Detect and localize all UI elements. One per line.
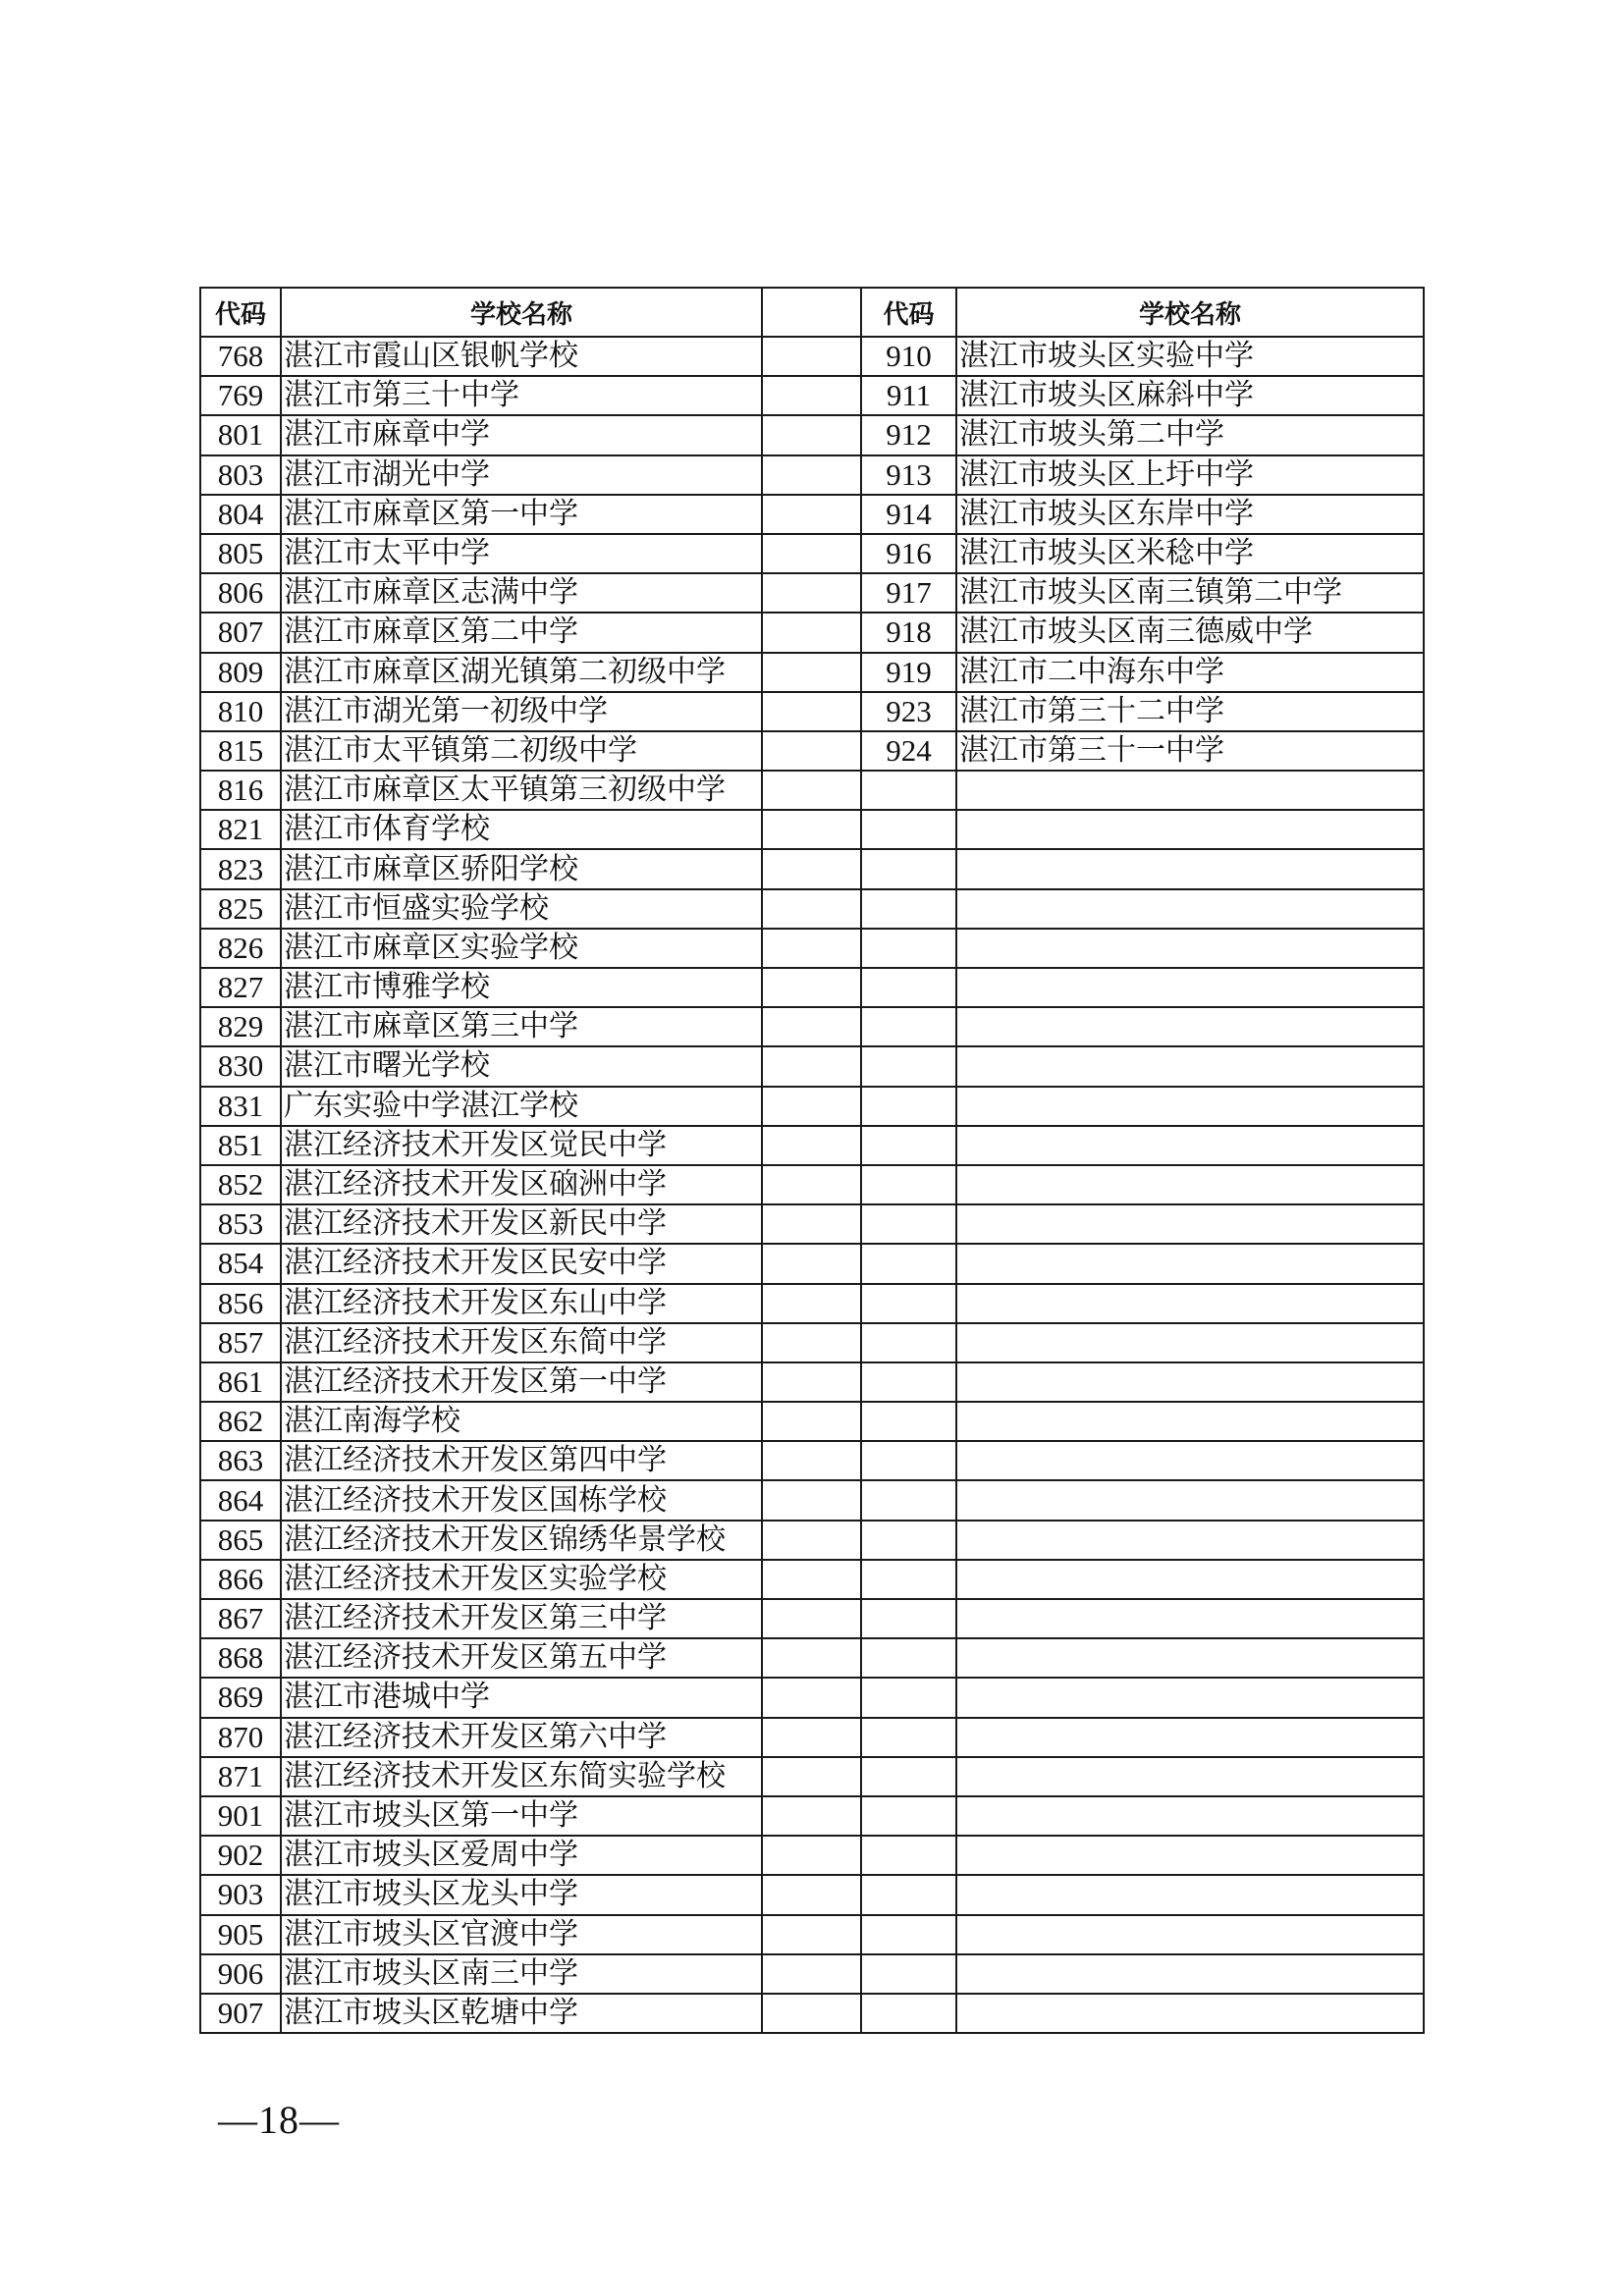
school-name-cell-2 xyxy=(956,1284,1424,1323)
table-row xyxy=(200,1046,1424,1086)
school-name-cell-2 xyxy=(956,1836,1424,1875)
code-cell-2: 924 xyxy=(861,731,956,771)
code-cell-2 xyxy=(861,889,956,929)
table-row xyxy=(200,1521,1424,1560)
code-cell: 868 xyxy=(200,1638,281,1678)
school-name-cell: 湛江南海学校 xyxy=(281,1402,762,1441)
code-cell: 857 xyxy=(200,1323,281,1362)
blank-cell xyxy=(762,376,861,415)
table-header-row xyxy=(200,288,1424,337)
table-row xyxy=(200,1402,1424,1441)
school-name-cell-2 xyxy=(956,1323,1424,1362)
blank-cell xyxy=(762,1638,861,1678)
school-name-cell: 湛江经济技术开发区第五中学 xyxy=(281,1638,762,1678)
blank-cell xyxy=(762,1323,861,1362)
school-name-cell: 湛江经济技术开发区新民中学 xyxy=(281,1204,762,1244)
school-name-cell: 湛江经济技术开发区硇洲中学 xyxy=(281,1165,762,1204)
table-row xyxy=(200,1638,1424,1678)
table-row xyxy=(200,1284,1424,1323)
school-name-cell-2 xyxy=(956,1244,1424,1283)
school-name-cell-2 xyxy=(956,1915,1424,1954)
code-cell-2 xyxy=(861,1046,956,1086)
blank-cell xyxy=(762,534,861,573)
table-row xyxy=(200,1560,1424,1599)
blank-cell xyxy=(762,1204,861,1244)
blank-cell xyxy=(762,929,861,968)
code-cell: 865 xyxy=(200,1521,281,1560)
blank-cell xyxy=(762,889,861,929)
table-row xyxy=(200,889,1424,929)
school-name-cell: 湛江经济技术开发区第六中学 xyxy=(281,1718,762,1757)
table-row xyxy=(200,455,1424,495)
school-name-cell-2: 湛江市坡头区南三德威中学 xyxy=(956,613,1424,652)
code-cell-2: 916 xyxy=(861,534,956,573)
table-row xyxy=(200,534,1424,573)
header-school-name-2: 学校名称 xyxy=(956,288,1424,337)
school-name-cell-2 xyxy=(956,1087,1424,1126)
school-name-cell: 湛江市麻章区第二中学 xyxy=(281,613,762,652)
code-cell: 901 xyxy=(200,1796,281,1836)
blank-cell xyxy=(762,771,861,810)
code-cell-2: 918 xyxy=(861,613,956,652)
table-row xyxy=(200,849,1424,888)
code-cell: 867 xyxy=(200,1599,281,1638)
header-code-2: 代码 xyxy=(861,288,956,337)
code-cell-2 xyxy=(861,1007,956,1046)
school-name-cell: 湛江市坡头区乾塘中学 xyxy=(281,1994,762,2033)
page-number: —18— xyxy=(218,2098,340,2142)
table-row xyxy=(200,1718,1424,1757)
code-cell-2 xyxy=(861,929,956,968)
code-cell: 851 xyxy=(200,1126,281,1165)
code-cell-2 xyxy=(861,849,956,888)
blank-cell xyxy=(762,1007,861,1046)
blank-cell xyxy=(762,415,861,454)
code-cell: 906 xyxy=(200,1954,281,1994)
school-name-cell-2: 湛江市第三十一中学 xyxy=(956,731,1424,771)
table-row xyxy=(200,415,1424,454)
school-name-cell-2 xyxy=(956,968,1424,1007)
school-name-cell-2 xyxy=(956,1521,1424,1560)
blank-cell xyxy=(762,1757,861,1796)
school-name-cell-2 xyxy=(956,1007,1424,1046)
school-name-cell-2: 湛江市坡头区麻斜中学 xyxy=(956,376,1424,415)
code-cell: 852 xyxy=(200,1165,281,1204)
blank-cell xyxy=(762,455,861,495)
table-row xyxy=(200,1954,1424,1994)
blank-cell xyxy=(762,1362,861,1402)
school-name-cell-2: 湛江市坡头区实验中学 xyxy=(956,337,1424,376)
school-name-cell-2: 湛江市坡头区东岸中学 xyxy=(956,495,1424,534)
blank-cell xyxy=(762,692,861,731)
blank-cell xyxy=(762,1796,861,1836)
school-name-cell: 湛江市麻章区志满中学 xyxy=(281,573,762,613)
table-row xyxy=(200,653,1424,692)
code-cell-2 xyxy=(861,1954,956,1994)
blank-cell xyxy=(762,1836,861,1875)
blank-cell xyxy=(762,1087,861,1126)
school-name-cell: 湛江市第三十中学 xyxy=(281,376,762,415)
blank-cell xyxy=(762,1560,861,1599)
school-name-cell-2 xyxy=(956,1204,1424,1244)
table-row xyxy=(200,1480,1424,1520)
school-name-cell: 湛江市麻章中学 xyxy=(281,415,762,454)
school-name-cell-2 xyxy=(956,1599,1424,1638)
code-cell-2: 914 xyxy=(861,495,956,534)
code-cell-2 xyxy=(861,1718,956,1757)
code-cell: 826 xyxy=(200,929,281,968)
school-name-cell: 湛江市博雅学校 xyxy=(281,968,762,1007)
school-name-cell: 湛江市体育学校 xyxy=(281,810,762,849)
school-name-cell: 湛江经济技术开发区东山中学 xyxy=(281,1284,762,1323)
table-row xyxy=(200,1204,1424,1244)
code-cell-2 xyxy=(861,1441,956,1480)
table-row xyxy=(200,337,1424,376)
code-cell: 827 xyxy=(200,968,281,1007)
school-code-table xyxy=(199,287,1425,2034)
code-cell-2 xyxy=(861,1875,956,1914)
code-cell: 806 xyxy=(200,573,281,613)
blank-cell xyxy=(762,968,861,1007)
table-row xyxy=(200,810,1424,849)
blank-cell xyxy=(762,731,861,771)
school-name-cell-2: 湛江市二中海东中学 xyxy=(956,653,1424,692)
blank-cell xyxy=(762,1046,861,1086)
school-name-cell-2 xyxy=(956,1480,1424,1520)
school-name-cell-2 xyxy=(956,849,1424,888)
school-name-cell: 湛江市太平镇第二初级中学 xyxy=(281,731,762,771)
table-row xyxy=(200,731,1424,771)
table-row xyxy=(200,1836,1424,1875)
code-cell-2 xyxy=(861,1323,956,1362)
blank-cell xyxy=(762,613,861,652)
blank-cell xyxy=(762,1480,861,1520)
code-cell: 807 xyxy=(200,613,281,652)
table-row xyxy=(200,376,1424,415)
school-name-cell: 湛江市麻章区第三中学 xyxy=(281,1007,762,1046)
school-name-cell: 湛江经济技术开发区觉民中学 xyxy=(281,1126,762,1165)
code-cell: 805 xyxy=(200,534,281,573)
school-name-cell: 湛江经济技术开发区国栋学校 xyxy=(281,1480,762,1520)
blank-cell xyxy=(762,1521,861,1560)
table-row xyxy=(200,1757,1424,1796)
school-name-cell-2 xyxy=(956,1402,1424,1441)
code-cell-2: 917 xyxy=(861,573,956,613)
blank-cell xyxy=(762,1165,861,1204)
table-row xyxy=(200,771,1424,810)
code-cell-2 xyxy=(861,1638,956,1678)
code-cell: 830 xyxy=(200,1046,281,1086)
school-name-cell-2 xyxy=(956,1718,1424,1757)
code-cell-2 xyxy=(861,1126,956,1165)
table-row xyxy=(200,1994,1424,2033)
code-cell-2 xyxy=(861,1521,956,1560)
table-row xyxy=(200,613,1424,652)
school-name-cell-2 xyxy=(956,1046,1424,1086)
code-cell-2 xyxy=(861,1480,956,1520)
blank-cell xyxy=(762,653,861,692)
school-name-cell: 湛江市坡头区官渡中学 xyxy=(281,1915,762,1954)
code-cell-2: 911 xyxy=(861,376,956,415)
blank-cell xyxy=(762,1718,861,1757)
code-cell: 816 xyxy=(200,771,281,810)
code-cell: 825 xyxy=(200,889,281,929)
code-cell: 907 xyxy=(200,1994,281,2033)
table-row xyxy=(200,1875,1424,1914)
blank-cell xyxy=(762,810,861,849)
table-row xyxy=(200,573,1424,613)
code-cell: 829 xyxy=(200,1007,281,1046)
blank-cell xyxy=(762,1599,861,1638)
blank-cell xyxy=(762,1284,861,1323)
table-row xyxy=(200,1678,1424,1717)
table-row xyxy=(200,1362,1424,1402)
school-name-cell: 湛江市麻章区湖光镇第二初级中学 xyxy=(281,653,762,692)
table-row xyxy=(200,968,1424,1007)
table-row xyxy=(200,1915,1424,1954)
school-name-cell: 湛江市太平中学 xyxy=(281,534,762,573)
school-name-cell-2 xyxy=(956,810,1424,849)
table-row xyxy=(200,1244,1424,1283)
code-cell-2: 923 xyxy=(861,692,956,731)
code-cell: 809 xyxy=(200,653,281,692)
code-cell-2 xyxy=(861,1165,956,1204)
blank-cell xyxy=(762,573,861,613)
school-name-cell-2 xyxy=(956,929,1424,968)
code-cell-2 xyxy=(861,968,956,1007)
blank-cell xyxy=(762,849,861,888)
school-name-cell: 湛江市港城中学 xyxy=(281,1678,762,1717)
code-cell-2: 910 xyxy=(861,337,956,376)
code-cell: 815 xyxy=(200,731,281,771)
table-row xyxy=(200,1599,1424,1638)
code-cell-2 xyxy=(861,1915,956,1954)
school-name-cell: 湛江经济技术开发区东简中学 xyxy=(281,1323,762,1362)
school-name-cell-2: 湛江市坡头第二中学 xyxy=(956,415,1424,454)
header-school-name: 学校名称 xyxy=(281,288,762,337)
blank-cell xyxy=(762,337,861,376)
school-name-cell-2 xyxy=(956,1678,1424,1717)
code-cell-2 xyxy=(861,1599,956,1638)
code-cell: 801 xyxy=(200,415,281,454)
code-cell-2 xyxy=(861,1204,956,1244)
table-row xyxy=(200,1007,1424,1046)
school-name-cell-2 xyxy=(956,1165,1424,1204)
blank-cell xyxy=(762,1875,861,1914)
header-code: 代码 xyxy=(200,288,281,337)
blank-cell xyxy=(762,1678,861,1717)
school-name-cell-2 xyxy=(956,1875,1424,1914)
code-cell-2: 919 xyxy=(861,653,956,692)
school-name-cell: 湛江经济技术开发区第一中学 xyxy=(281,1362,762,1402)
code-cell: 803 xyxy=(200,455,281,495)
blank-cell xyxy=(762,1994,861,2033)
school-name-cell-2 xyxy=(956,771,1424,810)
table-row xyxy=(200,1087,1424,1126)
code-cell-2: 913 xyxy=(861,455,956,495)
table-row xyxy=(200,929,1424,968)
code-cell: 821 xyxy=(200,810,281,849)
school-name-cell-2 xyxy=(956,1796,1424,1836)
code-cell: 905 xyxy=(200,1915,281,1954)
code-cell: 869 xyxy=(200,1678,281,1717)
school-name-cell: 广东实验中学湛江学校 xyxy=(281,1087,762,1126)
code-cell: 870 xyxy=(200,1718,281,1757)
table-row xyxy=(200,1165,1424,1204)
code-cell: 864 xyxy=(200,1480,281,1520)
school-name-cell: 湛江市坡头区龙头中学 xyxy=(281,1875,762,1914)
school-name-cell: 湛江经济技术开发区第四中学 xyxy=(281,1441,762,1480)
blank-cell xyxy=(762,1244,861,1283)
code-cell: 871 xyxy=(200,1757,281,1796)
code-cell: 768 xyxy=(200,337,281,376)
school-name-cell-2 xyxy=(956,1638,1424,1678)
school-name-cell-2: 湛江市坡头区上圩中学 xyxy=(956,455,1424,495)
table-row xyxy=(200,692,1424,731)
school-name-cell: 湛江市坡头区爱周中学 xyxy=(281,1836,762,1875)
code-cell: 769 xyxy=(200,376,281,415)
code-cell: 866 xyxy=(200,1560,281,1599)
table-row xyxy=(200,1796,1424,1836)
school-name-cell: 湛江市曙光学校 xyxy=(281,1046,762,1086)
blank-cell xyxy=(762,1954,861,1994)
school-name-cell: 湛江市霞山区银帆学校 xyxy=(281,337,762,376)
code-cell: 903 xyxy=(200,1875,281,1914)
code-cell: 810 xyxy=(200,692,281,731)
school-name-cell: 湛江市麻章区骄阳学校 xyxy=(281,849,762,888)
code-cell: 853 xyxy=(200,1204,281,1244)
blank-cell xyxy=(762,1126,861,1165)
blank-cell xyxy=(762,1402,861,1441)
school-name-cell: 湛江经济技术开发区锦绣华景学校 xyxy=(281,1521,762,1560)
school-name-cell-2: 湛江市坡头区米稔中学 xyxy=(956,534,1424,573)
table-row xyxy=(200,1441,1424,1480)
school-name-cell-2 xyxy=(956,1126,1424,1165)
school-name-cell-2: 湛江市第三十二中学 xyxy=(956,692,1424,731)
code-cell: 863 xyxy=(200,1441,281,1480)
school-name-cell: 湛江市湖光第一初级中学 xyxy=(281,692,762,731)
blank-cell xyxy=(762,495,861,534)
code-cell-2 xyxy=(861,771,956,810)
code-cell: 862 xyxy=(200,1402,281,1441)
school-name-cell: 湛江市麻章区第一中学 xyxy=(281,495,762,534)
school-name-cell: 湛江市麻章区实验学校 xyxy=(281,929,762,968)
code-cell: 856 xyxy=(200,1284,281,1323)
code-cell: 861 xyxy=(200,1362,281,1402)
table-row xyxy=(200,1323,1424,1362)
code-cell: 902 xyxy=(200,1836,281,1875)
code-cell-2 xyxy=(861,1994,956,2033)
blank-cell xyxy=(762,1441,861,1480)
table-body xyxy=(200,337,1424,2033)
school-name-cell: 湛江经济技术开发区第三中学 xyxy=(281,1599,762,1638)
school-name-cell-2: 湛江市坡头区南三镇第二中学 xyxy=(956,573,1424,613)
school-name-cell: 湛江市恒盛实验学校 xyxy=(281,889,762,929)
code-cell-2 xyxy=(861,810,956,849)
table-row xyxy=(200,1126,1424,1165)
code-cell: 823 xyxy=(200,849,281,888)
code-cell: 854 xyxy=(200,1244,281,1283)
code-cell: 804 xyxy=(200,495,281,534)
school-name-cell: 湛江市坡头区南三中学 xyxy=(281,1954,762,1994)
school-name-cell-2 xyxy=(956,1441,1424,1480)
code-cell-2 xyxy=(861,1796,956,1836)
school-name-cell: 湛江经济技术开发区东简实验学校 xyxy=(281,1757,762,1796)
school-name-cell: 湛江经济技术开发区实验学校 xyxy=(281,1560,762,1599)
code-cell-2: 912 xyxy=(861,415,956,454)
table-row xyxy=(200,495,1424,534)
school-name-cell-2 xyxy=(956,1757,1424,1796)
school-name-cell-2 xyxy=(956,889,1424,929)
school-name-cell-2 xyxy=(956,1362,1424,1402)
school-name-cell: 湛江市湖光中学 xyxy=(281,455,762,495)
code-cell-2 xyxy=(861,1087,956,1126)
code-cell-2 xyxy=(861,1560,956,1599)
code-cell-2 xyxy=(861,1284,956,1323)
code-cell-2 xyxy=(861,1244,956,1283)
code-cell: 831 xyxy=(200,1087,281,1126)
header-blank xyxy=(762,288,861,337)
code-cell-2 xyxy=(861,1678,956,1717)
blank-cell xyxy=(762,1915,861,1954)
code-cell-2 xyxy=(861,1836,956,1875)
school-name-cell: 湛江市麻章区太平镇第三初级中学 xyxy=(281,771,762,810)
code-cell-2 xyxy=(861,1402,956,1441)
code-cell-2 xyxy=(861,1362,956,1402)
school-name-cell-2 xyxy=(956,1954,1424,1994)
school-name-cell-2 xyxy=(956,1560,1424,1599)
school-name-cell-2 xyxy=(956,1994,1424,2033)
school-name-cell: 湛江市坡头区第一中学 xyxy=(281,1796,762,1836)
code-cell-2 xyxy=(861,1757,956,1796)
school-name-cell: 湛江经济技术开发区民安中学 xyxy=(281,1244,762,1283)
